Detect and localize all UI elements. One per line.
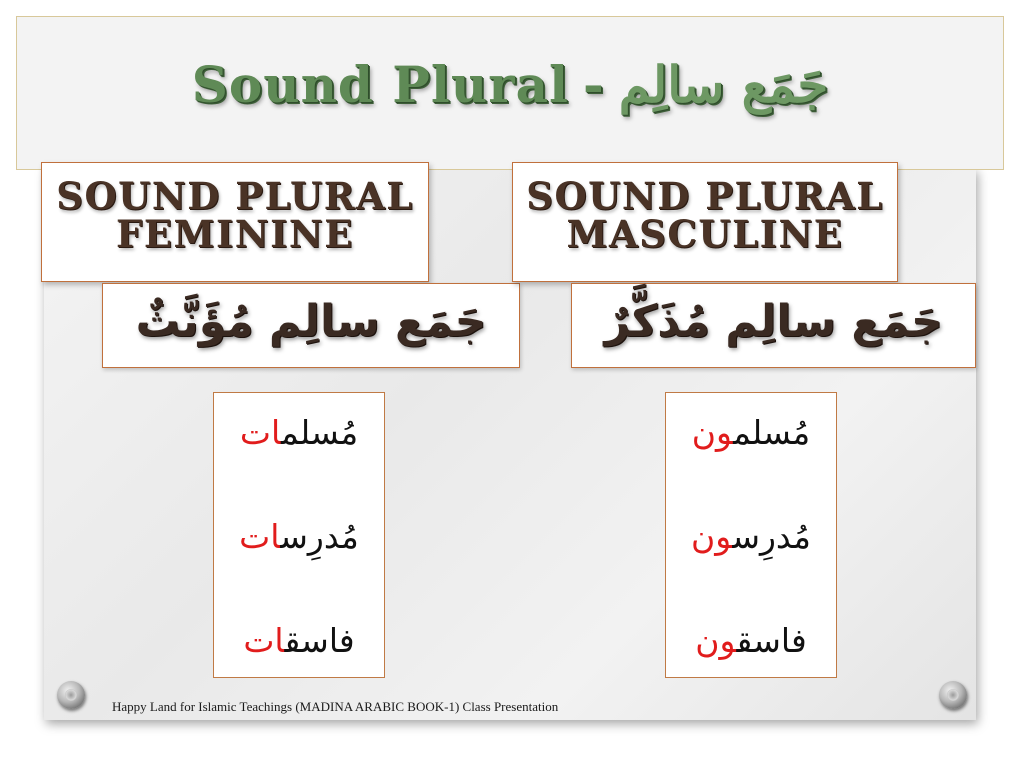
title-separator: - [582,55,605,114]
word-suffix: ات [243,621,285,660]
footer-credit: Happy Land for Islamic Teachings (MADINA ARABIC BOOK-1) Class Presentation [112,699,559,714]
feminine-word-3 [214,621,384,661]
word-suffix: ات [239,517,281,556]
masculine-word-1 [666,413,836,453]
title-banner [16,16,1004,170]
title-english: Sound Plural [191,55,569,114]
feminine-arabic-heading: جَمَع سالِم مُؤَنَّثٌ [135,296,487,347]
feminine-heading-line2: FEMININE [116,212,354,256]
word-stem: فاسق [284,621,355,660]
slide-title [17,55,1003,114]
word-suffix: ون [691,413,734,452]
title-arabic: جَمَع سالِم [618,55,829,114]
word-suffix: ون [695,621,737,660]
feminine-arabic-box [102,283,520,368]
feminine-word-2 [214,517,384,557]
masculine-arabic-box [571,283,976,368]
masculine-word-list [665,392,837,678]
word-stem: مُسلم [281,413,359,452]
masculine-word-3 [666,621,836,661]
masculine-heading-line2: MASCULINE [566,212,844,256]
masculine-heading-box [512,162,898,282]
word-stem: مُدرِس [732,517,811,556]
pushpin-icon [57,681,85,709]
pushpin-icon [939,681,967,709]
masculine-heading-line1: SOUND PLURAL [526,174,884,218]
word-stem: مُسلم [733,413,811,452]
feminine-heading-line1: SOUND PLURAL [56,174,414,218]
feminine-word-list [213,392,385,678]
masculine-arabic-heading: جَمَع سالِم مُذَكَّرٌ [604,296,943,347]
word-stem: مُدرِس [280,517,359,556]
word-suffix: ات [239,413,281,452]
feminine-heading-box [41,162,429,282]
word-stem: فاسق [736,621,807,660]
feminine-word-1 [214,413,384,453]
masculine-word-2 [666,517,836,557]
word-suffix: ون [691,517,733,556]
